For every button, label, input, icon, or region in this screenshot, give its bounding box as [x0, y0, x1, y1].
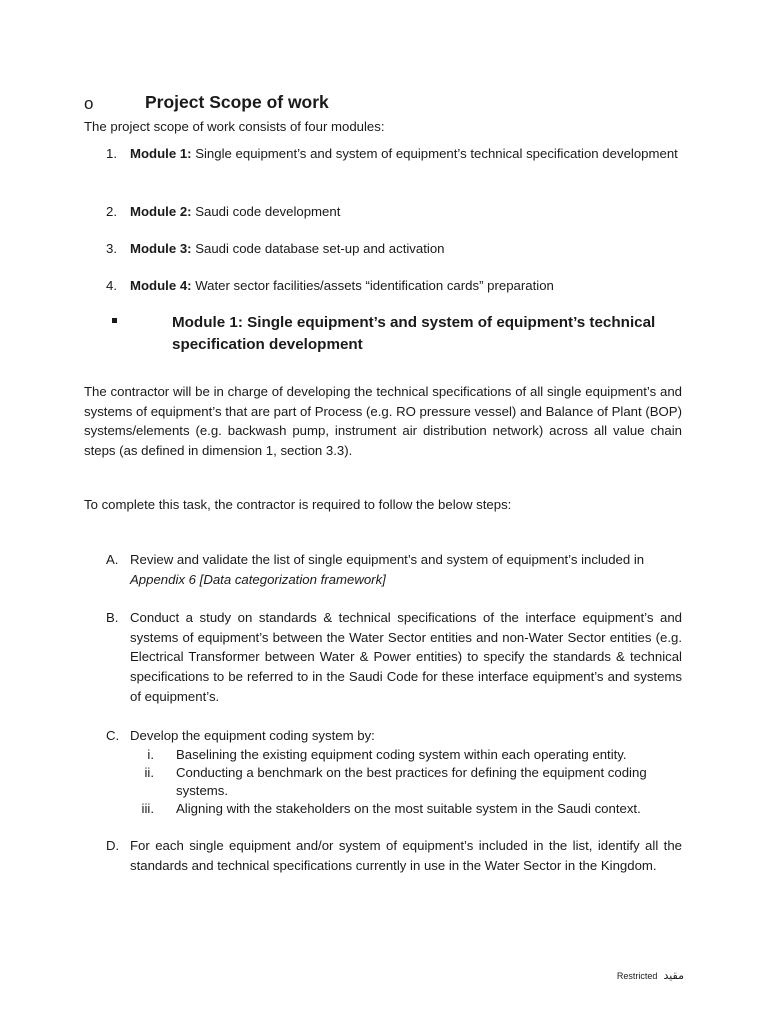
step-item-a: A. Review and validate the list of single equipment’s and system of equipment’s included in Appendix 6 [Data categorization framework] — [106, 552, 645, 587]
sub-list-item: i. Baselining the existing equipment coding system within each operating entity. — [147, 747, 627, 762]
subsection-title: Module 1: Single equipment’s and system of equipment’s technical specification development — [172, 314, 656, 353]
intro-text: The project scope of work consists of four modules: — [84, 119, 385, 134]
sub-list-item: iii. Aligning with the stakeholders on the most suitable system in the Saudi context. — [141, 801, 641, 816]
square-bullet-icon — [112, 318, 117, 323]
section-title: Project Scope of work — [145, 92, 329, 112]
paragraph: To complete this task, the contractor is required to follow the below steps: — [84, 497, 512, 512]
paragraph: The contractor will be in charge of developing the technical specifications of all single equipment’s and systems of equipment’s that are part of Process (e.g. RO pressure vessel) and Balance of Plant (BOP) systems/elements (e.g. backwash pump, instrument air distribution network) across all value chain steps (as defined in dimension 1, section 3.3). — [84, 384, 682, 458]
step-item-b: B. Conduct a study on standards & technical specifications of the interface equipment’s and systems of equipment’s between the Water Sector entities and non-Water Sector entities (e.g. Electrical Transformer between Water & Power entities) to specify the standards & technical specifications to be referred to in the Saudi Code for these interface equipment’s and systems of equipment’s. — [106, 610, 682, 704]
subsection-heading — [112, 312, 682, 355]
hollow-bullet: o — [84, 94, 94, 113]
step-item-d: D. For each single equipment and/or system of equipment’s included in the list, identify all the standards and technical specifications currently in use in the Water Sector in the Kingdom. — [106, 838, 682, 873]
step-item-c: C. Develop the equipment coding system by: — [106, 728, 375, 743]
module-list-item: 2. Module 2: Saudi code development — [106, 204, 341, 219]
footer-arabic-label: مقيد — [663, 969, 684, 982]
sub-list-item: ii. Conducting a benchmark on the best practices for defining the equipment coding systems. — [144, 765, 647, 798]
module-list-item: 4. Module 4: Water sector facilities/assets “identification cards” preparation — [106, 278, 554, 293]
module-list-item: 1. Module 1: Single equipment’s and system of equipment’s technical specification development — [106, 146, 678, 161]
footer-label: Restricted — [616, 971, 658, 981]
classification-footer — [617, 969, 684, 982]
module-list-item: 3. Module 3: Saudi code database set-up and activation — [106, 241, 445, 256]
